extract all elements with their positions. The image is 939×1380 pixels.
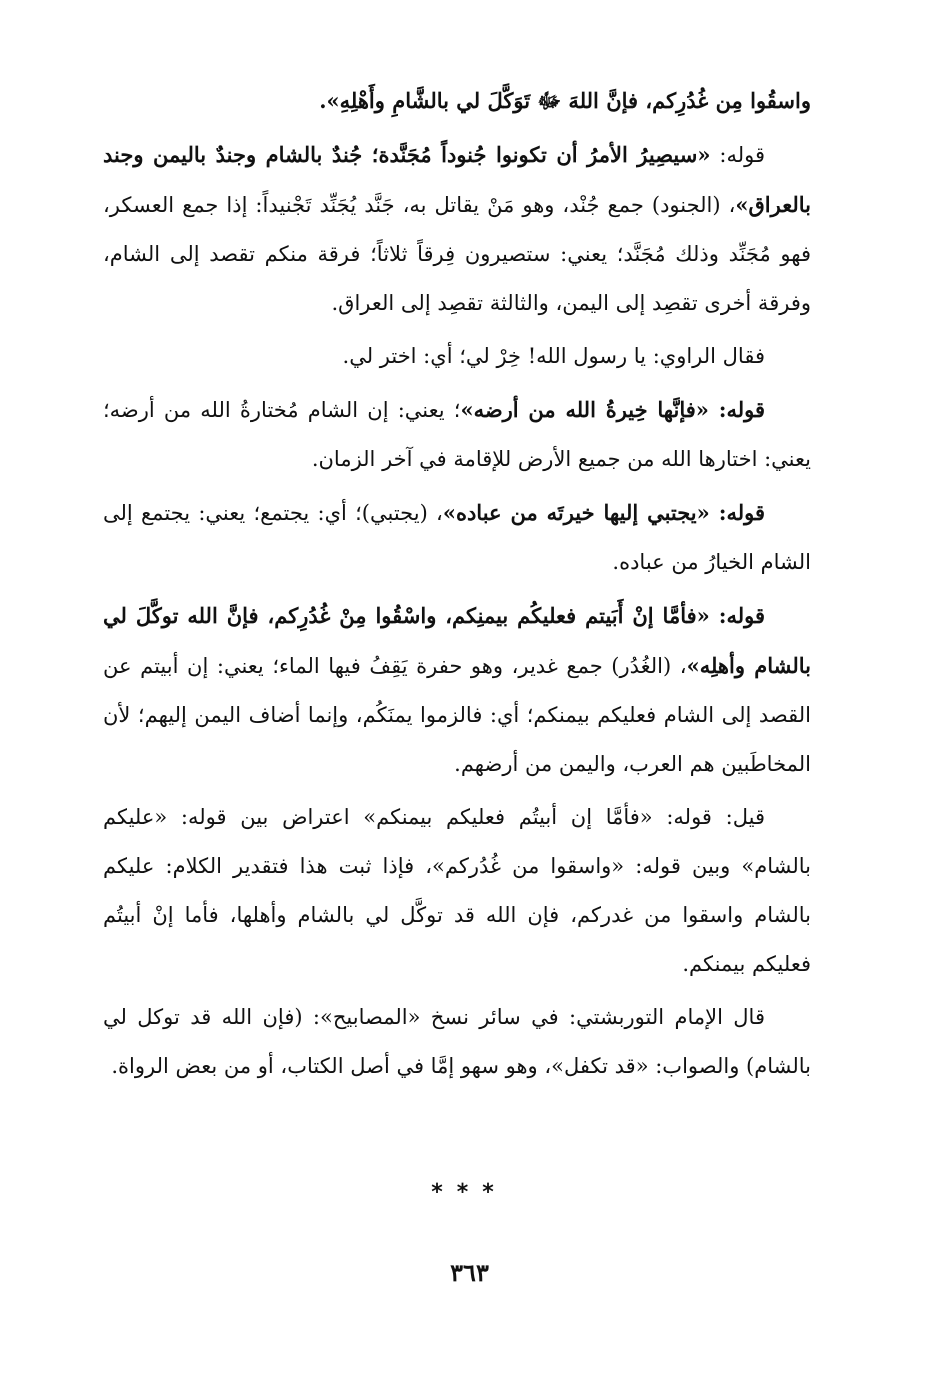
paragraph-1: [103, 76, 811, 126]
commentary-text: ، (الجنود) جمع جُنْد، وهو مَنْ يقاتل به، جَنَّد يُجَنِّد تَجْنيداً: إذا جمع العسكر، فهو مُجَنِّد وذلك مُجَنَّد؛ يعني: ستصيرون فِرقاً ثلاثاً؛ فرقة منكم تقصد إلى الشام، وفرقة أخرى تقصِد إلى اليمن، والثالثة تقصِد إلى العراق.: [103, 193, 811, 315]
hadith-text: واسقُوا مِن غُدُرِكم، فإنَّ اللهَ ﷻ تَوَكَّلَ لي بالشَّامِ وأَهْلِهِ».: [319, 88, 811, 113]
commentary-text: فقال الراوي: يا رسول الله! خِرْ لي؛ أي: اختر لي.: [342, 344, 765, 368]
hadith-quote: «يجتبي إليها خيرتَه من عباده»: [442, 500, 710, 525]
qawluh-label: قوله:: [709, 500, 766, 525]
commentary-text: قيل: قوله: «فأمَّا إن أبيتُم فعليكم بيمنكم» اعتراض بين قوله: «عليكم بالشام» وبين قوله: «واسقوا من غُدُركم»، فإذا ثبت هذا فتقدير الكلام: عليكم بالشام واسقوا من غدركم، فإن الله قد توكَّل لي بالشام وأهلها، فأما إنْ أبيتُم فعليكم بيمنكم.: [103, 805, 811, 976]
paragraph-7: [103, 793, 811, 989]
page-number: ٣٦٣: [450, 1258, 489, 1287]
paragraph-2: [103, 130, 811, 328]
paragraph-5: [103, 488, 811, 587]
paragraph-3: [103, 332, 811, 381]
qawluh-label: قوله:: [710, 143, 766, 167]
commentary-text: ، (الغُدُر) جمع غدير، وهو حفرة يَقِفُ فيها الماء؛ يعني: إن أبيتم عن القصد إلى الشام فعليكم بيمنكم؛ أي: فالزموا يمنَكُم، وإنما أضاف اليمن إليهم؛ لأن المخاطَبين هم العرب، واليمن من أرضهم.: [103, 654, 811, 776]
hadith-quote: «فإنَّها خِيرةُ الله من أرضه»: [460, 397, 709, 422]
paragraph-4: [103, 385, 811, 484]
hadith-quote: «فأمَّا إنْ أَبَيتم فعليكُم بيمنِكم، واسْقُوا مِنْ غُدُرِكم، فإنَّ الله توكَّلَ لي بالشام وأهلِه»: [103, 603, 811, 678]
commentary-text: قال الإمام التوربشتي: في سائر نسخ «المصابيح»: (فإن الله قد توكل لي بالشام) والصواب: «قد تكفل»، وهو سهو إمَّا في أصل الكتاب، أو من بعض الرواة.: [103, 1005, 811, 1078]
hadith-quote: «سيصِيرُ الأمرُ أن تكونوا جُنوداً مُجَنَّدة؛ جُندٌ بالشام وجندٌ باليمن وجند بالعراق»: [103, 142, 811, 217]
qawluh-label: قوله:: [709, 603, 765, 628]
commentary-text: ، (يجتبي)؛ أي: يجتمع؛ يعني: يجتمع إلى الشام الخيارُ من عباده.: [103, 501, 811, 574]
commentary-text: ؛ يعني: إن الشام مُختارةُ الله من أرضه؛ يعني: اختارها الله من جميع الأرض للإقامة في آخر الزمان.: [103, 398, 811, 471]
paragraph-6: [103, 591, 811, 789]
qawluh-label: قوله:: [708, 397, 766, 422]
page-body: [103, 76, 811, 1095]
section-separator: ***: [431, 1180, 508, 1205]
paragraph-8: [103, 993, 811, 1091]
